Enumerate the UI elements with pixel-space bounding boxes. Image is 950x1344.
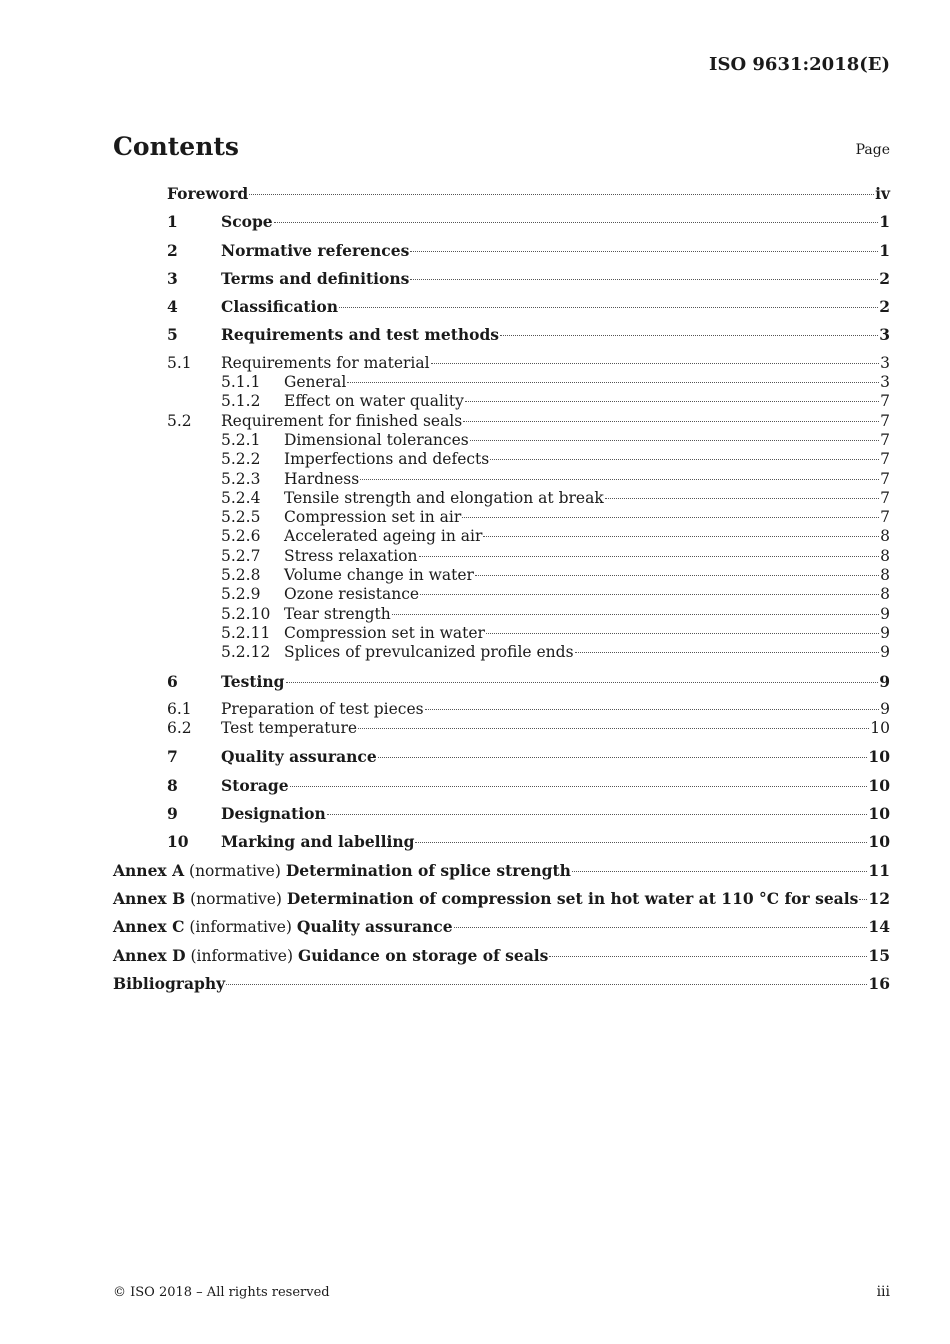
toc-entry-number: 5.2.7 [221,546,261,565]
annex-label: Annex D [113,945,186,965]
toc-entry[interactable] [113,719,890,738]
toc-entry-page: 1 [879,212,890,232]
toc-entry-title: Splices of prevulcanized profile ends [284,643,574,662]
toc-entry-title: Requirements for material [221,353,430,372]
toc-entry-title: Hardness [284,469,360,488]
dot-leader [410,279,878,280]
toc-entry[interactable] [113,527,890,546]
document-id: ISO 9631:2018(E) [709,54,890,75]
dot-leader [431,363,880,364]
toc-entry-title: Designation [221,804,326,824]
toc-entry[interactable] [113,392,890,411]
toc-annex-entry[interactable] [113,861,890,889]
annex-label: Annex B [113,888,186,908]
dot-leader [327,814,868,815]
dot-leader [486,633,879,634]
toc-entry-number: 5.2.8 [221,566,261,585]
toc-entry[interactable] [113,470,890,489]
toc-entry[interactable] [113,747,890,775]
toc-entry-title: General [284,373,347,392]
dot-leader [572,871,868,872]
toc-entry[interactable] [113,643,890,662]
toc-entry-page: 3 [879,325,890,345]
toc-entry-title: Volume change in water [284,566,474,585]
annex-title: Guidance on storage of seals [297,945,549,965]
toc-entry-page: 15 [868,945,890,965]
toc-entry-number: 6.2 [167,719,192,738]
toc-entry-title: Tear strength [284,604,391,623]
toc-gap [113,738,890,747]
toc-entry-number: 5.2.2 [221,450,261,469]
dot-leader [500,335,878,336]
dot-leader [410,251,878,252]
dot-leader [290,786,868,787]
toc-entry-page: 7 [880,488,890,507]
toc-entry-page: 2 [879,268,890,288]
annex-heading [113,889,858,908]
toc-entry[interactable] [113,804,890,832]
toc-entry-title: Stress relaxation [284,546,418,565]
toc-entry[interactable] [113,450,890,469]
toc-entry-title: Testing [221,671,285,691]
dot-leader [454,927,868,928]
toc-entry-page: 3 [880,373,890,392]
contents-title: Contents [113,132,240,161]
dot-leader [226,984,867,985]
toc-entry-page: 9 [880,699,890,718]
toc-entry-title: Requirement for finished seals [221,411,463,430]
toc-entry-page: 2 [879,297,890,317]
annex-kind: (informative) [189,918,292,937]
toc-entry-page: 10 [868,832,890,852]
bibliography-title: Bibliography [113,973,226,993]
toc-entry[interactable] [113,373,890,392]
annex-title: Determination of compression set in hot water at 110 °C for seals [286,888,859,908]
dot-leader [378,757,868,758]
dot-leader [339,307,878,308]
toc-entry-page: 14 [868,917,890,937]
dot-leader [419,556,880,557]
toc-entry[interactable] [113,700,890,719]
annex-kind: (normative) [189,861,281,880]
toc-entry[interactable] [113,269,890,297]
toc-entry[interactable] [113,585,890,604]
toc-entry[interactable] [113,241,890,269]
toc-entry-title: Normative references [221,240,410,260]
toc-gap [113,663,890,672]
toc-entry-number: 3 [167,268,178,288]
toc-entry-number: 6 [167,671,178,691]
annex-heading [113,917,453,936]
toc-entry-number: 5.2.5 [221,508,261,527]
toc-entry-title: Classification [221,297,339,317]
toc-entry-page: 7 [880,508,890,527]
dot-leader [462,517,879,518]
toc-entry-number: 5.2.9 [221,585,261,604]
toc-entry-page: 3 [880,353,890,372]
dot-leader [274,222,879,223]
toc-entry-title: Marking and labelling [221,832,415,852]
toc-entry[interactable] [113,547,890,566]
toc-entry[interactable] [113,508,890,527]
toc-entry-page: 9 [880,623,890,642]
toc-annex-entry[interactable] [113,946,890,974]
dot-leader [415,842,867,843]
toc-entry-number: 6.1 [167,699,192,718]
dot-leader [286,682,879,683]
toc-entry-title: Test temperature [221,719,358,738]
toc-entry-title: Ozone resistance [284,585,420,604]
toc-entry[interactable] [113,776,890,804]
toc-entry-title: Scope [221,212,273,232]
toc-entry-number: 5.2.3 [221,469,261,488]
dot-leader [249,194,874,195]
copyright-notice: © ISO 2018 – All rights reserved [113,1285,330,1300]
toc-entry-page: 10 [870,719,890,738]
toc-entry-page: iv [875,184,890,203]
dot-leader [392,614,879,615]
toc-entry-title: Imperfections and defects [284,450,490,469]
toc-entry-page: 7 [880,450,890,469]
toc-entry-title: Terms and definitions [221,268,410,288]
annex-kind: (normative) [190,889,282,908]
toc-entry[interactable] [113,566,890,585]
toc-entry-number: 5.2 [167,411,192,430]
toc-entry-page: 11 [868,860,890,880]
toc-entry-number: 2 [167,240,178,260]
dot-leader [360,479,879,480]
toc-entry-title: Requirements and test methods [221,325,500,345]
toc-entry-number: 5.1.1 [221,373,261,392]
toc-entry[interactable] [113,184,890,212]
toc-entry-title: Dimensional tolerances [284,430,469,449]
annex-label: Annex A [113,860,185,880]
toc-entry-title: Accelerated ageing in air [284,527,483,546]
toc-entry-number: 5.2.4 [221,488,261,507]
toc-entry-number: 5.2.11 [221,623,271,642]
annex-label: Annex C [113,917,185,937]
toc-entry-page: 8 [880,546,890,565]
toc-entry-page: 9 [880,643,890,662]
dot-leader [347,382,879,383]
toc-entry[interactable] [113,412,890,431]
toc-entry-page: 8 [880,566,890,585]
dot-leader [549,956,867,957]
dot-leader [358,728,869,729]
toc-annex-entry[interactable] [113,917,890,945]
toc-entry-title: Compression set in air [284,508,462,527]
toc-entry-page: 10 [868,804,890,824]
toc-entry[interactable] [113,489,890,508]
annex-heading [113,861,571,880]
annex-kind: (informative) [190,946,294,965]
dot-leader [463,421,879,422]
toc-entry[interactable] [113,212,890,240]
page-number: iii [876,1284,890,1300]
toc-entry-title: Effect on water quality [284,392,464,411]
toc-entry-number: 5.2.6 [221,527,261,546]
dot-leader [425,709,880,710]
toc-entry[interactable] [113,672,890,700]
toc-entry-title: Quality assurance [221,747,377,767]
toc-entry-number: 4 [167,297,178,317]
toc-annex-entry[interactable] [113,889,890,917]
dot-leader [605,498,879,499]
toc-entry-number: 5 [167,325,178,345]
toc-entry-page: 8 [880,527,890,546]
toc-entry-page: 1 [879,240,890,260]
toc-entry-page: 10 [868,747,890,767]
toc-entry-number: 5.2.10 [221,604,271,623]
toc-entry-number: 9 [167,804,178,824]
table-of-contents [113,184,890,1002]
dot-leader [483,536,879,537]
toc-entry-title: Storage [221,775,289,795]
toc-entry-page: 7 [880,411,890,430]
toc-entry[interactable] [113,325,890,353]
toc-entry-title: Tensile strength and elongation at break [284,488,604,507]
dot-leader [859,899,867,900]
toc-entry[interactable] [113,354,890,373]
page-column-label: Page [855,142,890,158]
toc-entry-number: 5.1 [167,353,192,372]
dot-leader [465,401,879,402]
toc-entry-number: 5.2.12 [221,643,271,662]
toc-entry-page: 7 [880,469,890,488]
toc-entry-number: 5.1.2 [221,392,261,411]
toc-entry[interactable] [113,605,890,624]
toc-entry-number: 5.2.1 [221,430,261,449]
toc-entry-page: 16 [868,973,890,993]
toc-entry-number: 7 [167,747,178,767]
annex-heading [113,946,548,965]
toc-entry-number: 10 [167,832,189,852]
dot-leader [490,459,879,460]
toc-entry[interactable] [113,832,890,860]
toc-entry[interactable] [113,431,890,450]
toc-entry-number: 1 [167,212,178,232]
dot-leader [475,575,879,576]
dot-leader [470,440,879,441]
toc-entry[interactable] [113,297,890,325]
toc-entry-page: 7 [880,392,890,411]
toc-entry-page: 9 [880,604,890,623]
toc-entry-page: 12 [868,888,890,908]
annex-title: Determination of splice strength [285,860,571,880]
toc-entry-number: 8 [167,775,178,795]
toc-bibliography-entry[interactable] [113,974,890,1002]
annex-title: Quality assurance [296,917,453,937]
dot-leader [420,594,879,595]
toc-entry-title: Preparation of test pieces [221,699,424,718]
toc-entry-page: 9 [879,671,890,691]
toc-entry-title: Foreword [167,184,249,203]
toc-entry-page: 10 [868,775,890,795]
toc-entry[interactable] [113,624,890,643]
toc-entry-page: 7 [880,430,890,449]
toc-entry-title: Compression set in water [284,623,485,642]
toc-entry-page: 8 [880,585,890,604]
dot-leader [575,652,880,653]
